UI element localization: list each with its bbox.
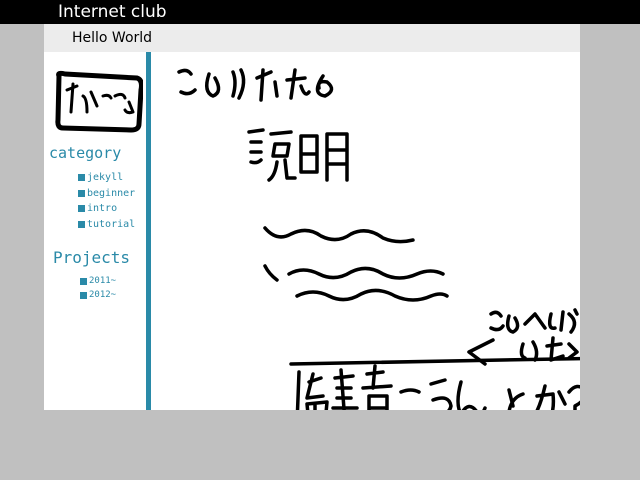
sketch-stroke bbox=[547, 338, 563, 360]
sketch-stroke bbox=[233, 70, 244, 98]
handwritten-icon-sketch bbox=[53, 68, 143, 138]
projects-list bbox=[80, 274, 116, 302]
sketch-stroke bbox=[207, 74, 219, 96]
sketch-stroke bbox=[257, 70, 277, 100]
sketch-stroke bbox=[265, 266, 277, 280]
handwritten-content-sketch bbox=[151, 52, 580, 410]
sketch-stroke bbox=[301, 136, 317, 172]
sketch-stroke bbox=[458, 382, 485, 410]
site-title[interactable]: Internet club bbox=[58, 2, 167, 22]
sketch-stroke bbox=[431, 380, 451, 410]
sketch-stroke bbox=[363, 366, 391, 410]
sketch-text-line1: このサイトの bbox=[161, 62, 167, 63]
sketch-squiggle bbox=[265, 228, 413, 242]
main-content bbox=[151, 52, 580, 410]
sidebar bbox=[44, 52, 146, 410]
sketch-stroke bbox=[331, 370, 357, 410]
sketch-text-archive: 編集者一らん bbox=[161, 68, 167, 69]
sketch-stroke bbox=[509, 390, 525, 410]
sketch-stroke bbox=[569, 386, 580, 410]
sketch-stroke bbox=[179, 70, 195, 93]
sketch-stroke bbox=[401, 390, 419, 392]
project-link-2011[interactable] bbox=[80, 274, 116, 288]
category-link-label: intro bbox=[87, 203, 118, 215]
sketch-text-question: とか? bbox=[161, 70, 164, 71]
category-link-label: jekyll bbox=[87, 172, 124, 184]
sketch-stroke bbox=[525, 314, 545, 328]
project-link-label: 2011~ bbox=[89, 276, 117, 286]
category-heading: category bbox=[49, 144, 122, 162]
category-link-tutorial[interactable] bbox=[78, 217, 135, 233]
sketch-squiggle bbox=[289, 268, 443, 278]
sketch-squiggle bbox=[297, 290, 447, 300]
square-bullet-icon bbox=[80, 278, 87, 285]
category-link-label: beginner bbox=[87, 187, 136, 199]
square-bullet-icon bbox=[78, 221, 85, 228]
project-link-2012[interactable] bbox=[80, 288, 116, 302]
sketch-stroke bbox=[550, 314, 555, 328]
category-link-intro[interactable] bbox=[78, 201, 135, 217]
sketch-stroke bbox=[561, 310, 577, 332]
sketch-stroke bbox=[317, 76, 331, 96]
sketch-stroke bbox=[249, 130, 263, 163]
window-title-bar bbox=[0, 0, 640, 24]
sketch-stroke bbox=[269, 132, 295, 180]
sketch-stroke bbox=[521, 342, 536, 360]
category-list bbox=[78, 170, 135, 232]
sketch-stroke bbox=[531, 386, 565, 410]
square-bullet-icon bbox=[78, 174, 85, 181]
sketch-stroke bbox=[569, 344, 577, 358]
sketch-stroke bbox=[491, 312, 503, 329]
sketch-stroke bbox=[327, 134, 347, 180]
sketch-stroke bbox=[307, 374, 327, 410]
page-header bbox=[44, 24, 580, 52]
category-link-jekyll[interactable] bbox=[78, 170, 135, 186]
sketch-text-note: このへんに小さく bbox=[161, 66, 169, 67]
sketch-stroke bbox=[287, 70, 309, 98]
sketch-text-line2: 説明 bbox=[161, 64, 163, 65]
category-link-beginner[interactable] bbox=[78, 186, 135, 202]
icon-label: アイコン bbox=[98, 108, 102, 109]
square-bullet-icon bbox=[80, 292, 87, 299]
page-container bbox=[44, 24, 580, 410]
sketch-stroke bbox=[508, 316, 518, 332]
square-bullet-icon bbox=[78, 205, 85, 212]
site-icon-placeholder[interactable] bbox=[53, 68, 143, 138]
project-link-label: 2012~ bbox=[89, 290, 117, 300]
sketch-stroke bbox=[297, 372, 299, 410]
category-link-label: tutorial bbox=[87, 218, 136, 230]
projects-heading: Projects bbox=[53, 248, 131, 267]
page-title[interactable]: Hello World bbox=[72, 30, 153, 46]
square-bullet-icon bbox=[78, 190, 85, 197]
